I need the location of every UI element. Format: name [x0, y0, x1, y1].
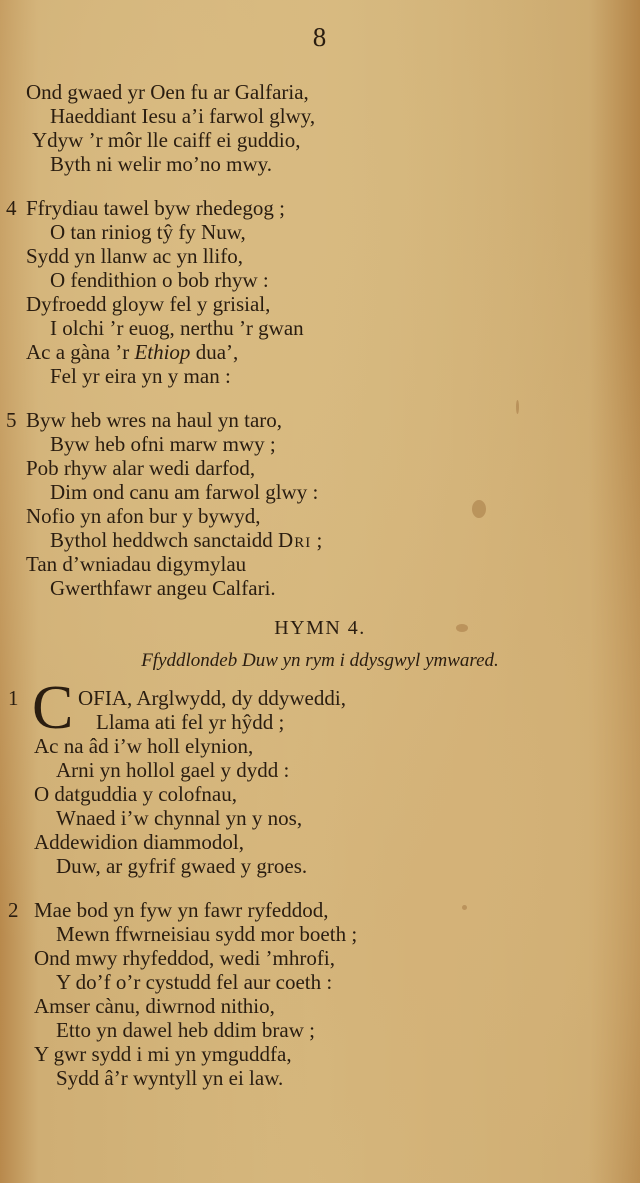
verse-line: Nofio yn afon bur y bywyd, [26, 504, 261, 528]
verse-line: Ydyw ’r môr lle caiff ei guddio, [32, 128, 301, 152]
drop-cap: C [32, 674, 74, 742]
verse-line: O fendithion o bob rhyw : [50, 268, 269, 292]
verse-line: Mewn ffwrneisiau sydd mor boeth ; [56, 922, 358, 946]
verse-line: Wnaed i’w chynnal yn y nos, [56, 806, 303, 830]
stanza-number: 1 [8, 686, 19, 710]
verse-line: Sydd yn llanw ac yn llifo, [26, 244, 243, 268]
verse-line: Byw heb wres na haul yn taro, [26, 408, 283, 432]
verse-line: Duw, ar gyfrif gwaed y groes. [56, 854, 308, 878]
stanza-number: 2 [8, 898, 19, 922]
verse-line: Ac na âd i’w holl elynion, [34, 734, 254, 758]
verse-line: Pob rhyw alar wedi darfod, [26, 456, 256, 480]
hymn-title: HYMN 4. [274, 617, 366, 639]
hymn-subtitle: Ffyddlondeb Duw yn rym i ddysgwyl ymwared. [141, 650, 499, 671]
verse-text: Ac a gàna ’r [26, 340, 135, 364]
verse-line [26, 340, 238, 364]
page-number: 8 [312, 22, 328, 52]
stanza-number: 4 [6, 196, 17, 220]
verse-line: Byth ni welir mo’no mwy. [50, 152, 273, 176]
verse-text: Bythol heddwch sanctaidd [50, 528, 279, 552]
verse-line: Addewidion diammodol, [34, 830, 244, 854]
verse-line: Llama ati fel yr hŷdd ; [96, 710, 285, 734]
verse-line: Ond gwaed yr Oen fu ar Galfaria, [26, 80, 309, 104]
verse-line: Haeddiant Iesu a’i farwol glwy, [50, 104, 316, 128]
verse-line: I olchi ’r euog, nerthu ’r gwan [50, 316, 304, 340]
verse-line: O datguddia y colofnau, [34, 782, 237, 806]
paper-stain [516, 400, 519, 414]
small-caps-word: Dri [278, 528, 312, 552]
verse-line: Gwerthfawr angeu Calfari. [50, 576, 276, 600]
verse-line [50, 528, 322, 552]
verse-line: OFIA, Arglwydd, dy ddyweddi, [78, 686, 346, 710]
verse-line: Sydd â’r wyntyll yn ei law. [56, 1066, 284, 1090]
verse-line: Arni yn hollol gael y dydd : [56, 758, 290, 782]
verse-line: Y gwr sydd i mi yn ymguddfa, [34, 1042, 292, 1066]
verse-line: Y do’f o’r cystudd fel aur coeth : [56, 970, 333, 994]
verse-text: ; [311, 528, 323, 552]
verse-line: Ond mwy rhyfeddod, wedi ’mhrofi, [34, 946, 335, 970]
verse-line: Fel yr eira yn y man : [50, 364, 231, 388]
verse-line: Tan d’wniadau digymylau [26, 552, 247, 576]
italic-word: Ethiop [134, 340, 191, 364]
paper-stain [472, 500, 486, 518]
verse-line: Dyfroedd gloyw fel y grisial, [26, 292, 271, 316]
verse-line: Mae bod yn fyw yn fawr ryfeddod, [34, 898, 329, 922]
verse-line: Byw heb ofni marw mwy ; [50, 432, 276, 456]
stanza-number: 5 [6, 408, 17, 432]
verse-line: Ffrydiau tawel byw rhedegog ; [26, 196, 285, 220]
verse-line: Amser cànu, diwrnod nithio, [34, 994, 275, 1018]
paper-stain [462, 905, 467, 910]
verse-line: O tan riniog tŷ fy Nuw, [50, 220, 246, 244]
verse-text: dua’, [190, 340, 239, 364]
verse-line: Etto yn dawel heb ddim braw ; [56, 1018, 315, 1042]
verse-line: Dim ond canu am farwol glwy : [50, 480, 319, 504]
